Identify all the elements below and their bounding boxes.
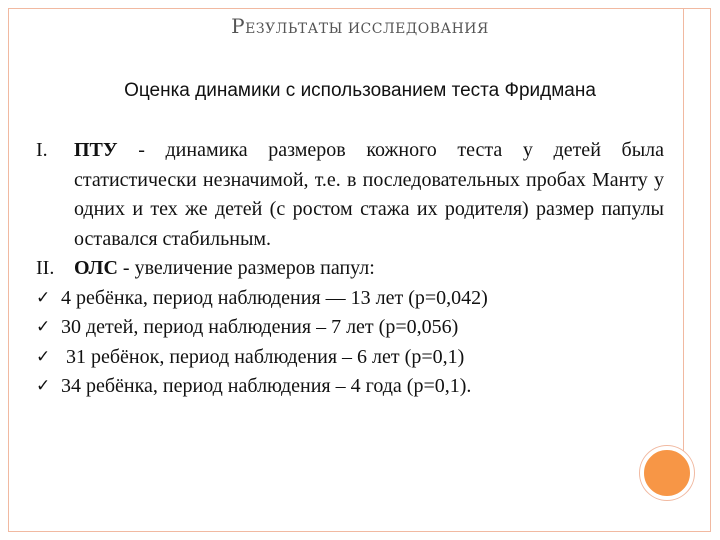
item-2-keyword: ОЛС bbox=[74, 257, 118, 279]
check-item-1-text: 4 ребёнка, период наблюдения — 13 лет (р=0,042) bbox=[61, 286, 488, 309]
check-item-4-text: 34 ребёнка, период наблюдения – 4 года (р=0,1). bbox=[61, 375, 472, 397]
content-body bbox=[36, 136, 664, 402]
check-item-1 bbox=[36, 284, 664, 314]
title-rest-1: ЕЗУЛЬТАТЫ bbox=[245, 21, 348, 37]
check-item-4 bbox=[36, 372, 664, 402]
check-item-2-text: 30 детей, период наблюдения – 7 лет (р=0,056) bbox=[61, 316, 459, 338]
item-2-description: - увеличение размеров папул: bbox=[117, 257, 375, 279]
check-item-2 bbox=[36, 313, 664, 343]
list-item-2 bbox=[36, 254, 664, 284]
page-title bbox=[0, 14, 720, 38]
checkmark-icon: ✓ bbox=[36, 317, 51, 337]
title-rest-2: ИССЛЕДОВАНИЯ bbox=[347, 21, 489, 37]
list-item-2-text bbox=[74, 254, 664, 284]
subtitle: Оценка динамики с использованием теста Фридмана bbox=[124, 80, 596, 101]
checkmark-icon: ✓ bbox=[36, 287, 51, 308]
slide-side-line bbox=[683, 9, 684, 459]
decorative-circle-icon bbox=[640, 446, 694, 500]
roman-marker-1: I. bbox=[36, 139, 48, 161]
check-item-3-text: 31 ребёнок, период наблюдения – 6 лет (р=0,1) bbox=[61, 345, 465, 368]
list-item-1-text bbox=[74, 136, 664, 254]
list-item-1 bbox=[36, 136, 664, 254]
checkmark-icon: ✓ bbox=[36, 346, 51, 367]
item-1-description: - динамика размеров кожного теста у детей была статистически незначимой, т.е. в последовательных пробах Манту у одних и тех же детей (с ростом стажа их родителя) размер папулы оставался стабильным. bbox=[74, 139, 664, 250]
item-1-keyword: ПТУ bbox=[74, 139, 118, 161]
check-item-3 bbox=[36, 343, 664, 373]
roman-marker-2: II. bbox=[36, 257, 55, 279]
title-capital: Р bbox=[231, 14, 246, 38]
checkmark-icon: ✓ bbox=[36, 376, 51, 396]
